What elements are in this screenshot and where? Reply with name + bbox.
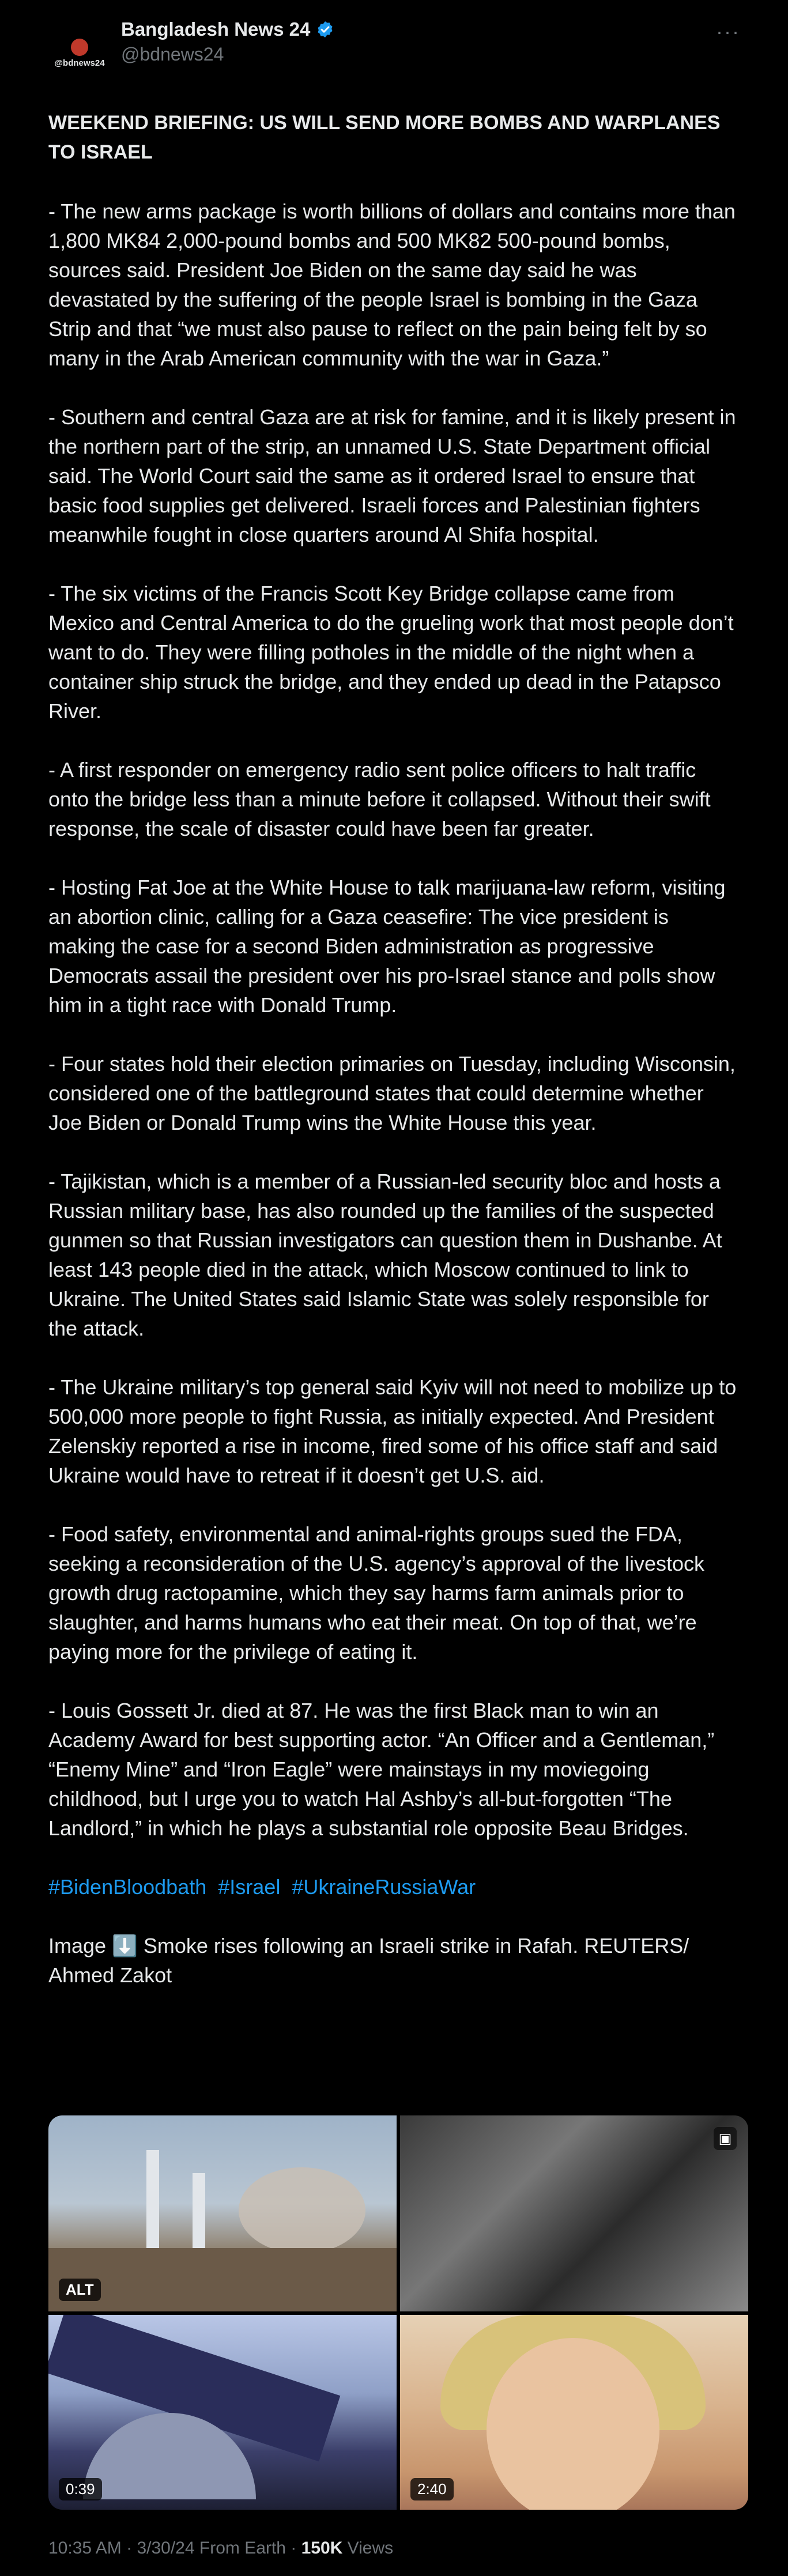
headline: WEEKEND BRIEFING: US WILL SEND MORE BOMBS AND WARPLANES TO ISRAEL	[48, 112, 721, 163]
display-name[interactable]: Bangladesh News 24	[121, 18, 311, 40]
tweet-date[interactable]: 3/30/24	[137, 2539, 195, 2558]
hashtag-link[interactable]: #UkraineRussiaWar	[292, 1875, 476, 1899]
avatar-logo-text: @bdnews24	[54, 58, 105, 68]
buildings-shape	[48, 2248, 397, 2311]
media-icon: ▣	[714, 2127, 737, 2150]
paragraph: - Hosting Fat Joe at the White House to talk marijuana-law reform, visiting an abortion clinic, calling for a Gaza ceasefire: The vice president is making the case for a second Biden administration as progressive Democrats assail the president over his pro-Israel stance and polls show him in a tight race with Donald Trump.	[48, 876, 726, 1017]
handle[interactable]: @bdnews24	[121, 44, 224, 65]
tweet-meta	[48, 2539, 393, 2558]
hashtag-link[interactable]: #BidenBloodbath	[48, 1875, 207, 1899]
tweet-header	[48, 16, 740, 74]
paragraph: - Tajikistan, which is a member of a Russian-led security bloc and hosts a Russian military base, has also rounded up the families of the suspected gunmen so that Russian investigators can question them in Dushanbe. At least 143 people died in the attack, which Moscow continued to link to Ukraine. The United States said Islamic State was solely responsible for the attack.	[48, 1170, 722, 1340]
more-options-icon[interactable]: ···	[716, 20, 740, 43]
hashtag-link[interactable]: #Israel	[218, 1875, 281, 1899]
tweet-text	[48, 108, 740, 2019]
tweet-time[interactable]: 10:35 AM	[48, 2539, 122, 2558]
views-count: 150K	[301, 2539, 343, 2558]
photo-rubble[interactable]	[400, 2115, 748, 2311]
paragraph: - Louis Gossett Jr. died at 87. He was the first Black man to win an Academy Award for best supporting actor. “An Officer and a Gentleman,” “Enemy Mine” and “Iron Eagle” were mainstays in my moviegoing childhood, but I urge you to watch Hal Ashby’s all-but-forgotten “The Landlord,” in which he plays a substantial role opposite Beau Bridges.	[48, 1699, 715, 1840]
smoke-shape	[239, 2167, 365, 2254]
avatar[interactable]	[48, 22, 111, 84]
media-grid	[48, 2115, 748, 2510]
video-thumbnail-2[interactable]	[400, 2315, 748, 2510]
image-caption: Image ⬇️ Smoke rises following an Israeli strike in Rafah. REUTERS/ Ahmed Zakot	[48, 1934, 689, 1987]
video-duration: 2:40	[410, 2478, 454, 2500]
hashtags	[48, 1872, 740, 1902]
paragraph: - The Ukraine military’s top general said Kyiv will not need to mobilize up to 500,000 more people to fight Russia, as initially expected. And President Zelenskiy reported a rise in income, fired some of his office staff and said Ukraine would have to retreat if it doesn’t get U.S. aid.	[48, 1375, 737, 1487]
paragraph: - The six victims of the Francis Scott Key Bridge collapse came from Mexico and Central America to do the grueling work that most people don’t want to do. They were filling potholes in the middle of the night when a container ship struck the bridge, and they ended up dead in the Patapsco River.	[48, 582, 734, 723]
verified-badge-icon	[316, 20, 334, 39]
separator: ·	[291, 2539, 301, 2558]
paragraph: - The new arms package is worth billions of dollars and contains more than 1,800 MK84 2,000-pound bombs and 500 MK82 500-pound bombs, sources said. President Joe Biden on the same day said he was devastated by the suffering of the people Israel is bombing in the Gaza Strip and that “we must also pause to reflect on the pain being felt by so many in the Arab American community with the war in Gaza.”	[48, 199, 736, 370]
alt-badge[interactable]: ALT	[59, 2279, 101, 2301]
paragraph: - Four states hold their election primaries on Tuesday, including Wisconsin, considered one of the battleground states that could determine whether Joe Biden or Donald Trump wins the White House this year.	[48, 1052, 736, 1134]
name-row	[121, 18, 334, 40]
video-thumbnail-1[interactable]	[48, 2315, 397, 2510]
paragraph: - A first responder on emergency radio sent police officers to halt traffic onto the bridge less than a minute before it collapsed. Without their swift response, the scale of disaster could have been far greater.	[48, 758, 711, 840]
views-label: Views	[347, 2539, 394, 2558]
logo-mark	[71, 39, 88, 56]
tweet-source: From Earth	[199, 2539, 286, 2558]
separator: ·	[126, 2539, 137, 2558]
paragraph: - Food safety, environmental and animal-rights groups sued the FDA, seeking a reconsideration of the U.S. agency’s approval of the livestock growth drug ractopamine, which they say harms farm animals prior to slaughter, and harms humans who eat their meat. On top of that, we’re paying more for the privilege of eating it.	[48, 1522, 704, 1664]
video-duration: 0:39	[59, 2478, 102, 2500]
paragraph: - Southern and central Gaza are at risk for famine, and it is likely present in the northern part of the strip, an unnamed U.S. State Department official said. The World Court said the same as it ordered Israel to ensure that basic food supplies get delivered. Israeli forces and Palestinian fighters meanwhile fought in close quarters around Al Shifa hospital.	[48, 405, 736, 546]
photo-smoke-rafah[interactable]	[48, 2115, 397, 2311]
